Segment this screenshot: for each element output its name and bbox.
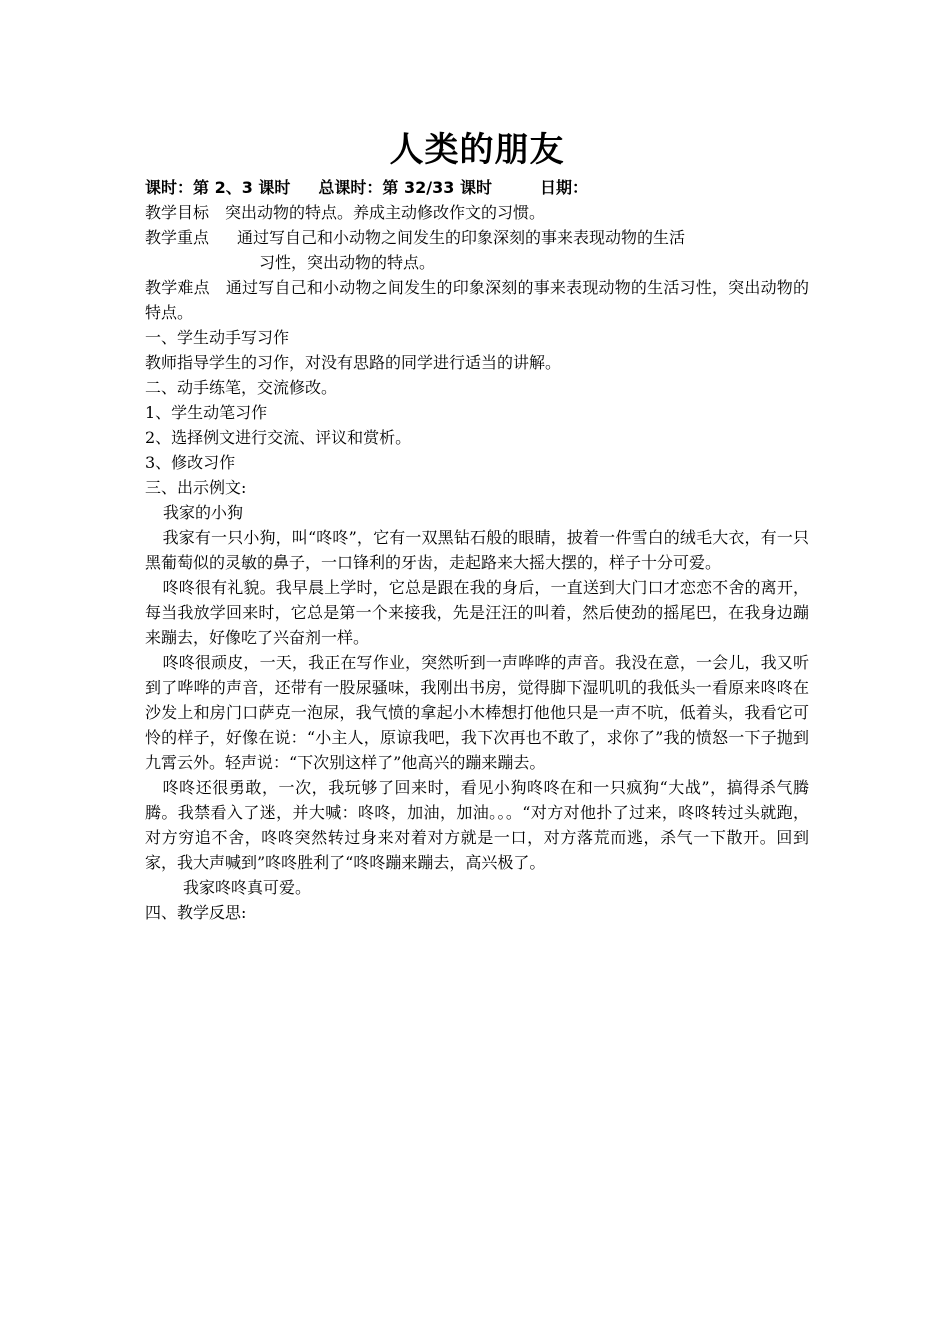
essay-paragraph: 咚咚还很勇敢，一次，我玩够了回来时，看见小狗咚咚在和一只疯狗“大战”，搞得杀气腾腾。我禁看入了迷，并大喊：咚咚，加油，加油。。。“对方对他扑了过来，咚咚转过头就跑，对方穷追不舍，咚咚突然转过身来对着对方就是一口，对方落荒而逃，杀气一下散开。回到家，我大声喊到”咚咚胜利了“咚咚蹦来蹦去，高兴极了。 [145,778,809,872]
section-4-heading: 四、教学反思: [145,903,247,922]
teaching-goal-label: 教学目标 [145,203,210,222]
teaching-difficulty-text: 通过写自己和小动物之间发生的印象深刻的事来表现动物的生活习性，突出动物的特点。 [145,278,809,322]
teaching-key-point-line2: 习性，突出动物的特点。 [259,253,436,272]
teaching-difficulty-label: 教学难点 [145,278,210,297]
teaching-key-point-line1: 通过写自己和小动物之间发生的印象深刻的事来表现动物的生活 [237,228,686,247]
section-1-heading: 一、学生动手写习作 [145,328,290,347]
page-title: 人类的朋友 [389,130,565,170]
document-page [145,128,809,925]
teaching-goal-text: 突出动物的特点。养成主动修改作文的习惯。 [225,203,546,222]
essay-paragraph: 我家有一只小狗，叫“咚咚”，它有一双黑钻石般的眼睛，披着一件雪白的绒毛大衣，有一只黑葡萄似的灵敏的鼻子，一口锋利的牙齿，走起路来大摇大摆的，样子十分可爱。 [145,528,809,572]
teaching-difficulty [145,275,809,325]
section-3-heading: 三、出示例文: [145,478,247,497]
section-2-item: 1、学生动笔习作 [145,403,268,422]
section-2-item: 3、修改习作 [145,453,236,472]
essay-paragraph: 咚咚很顽皮，一天，我正在写作业，突然听到一声哗哗的声音。我没在意，一会儿，我又听到了哗哗的声音，还带有一股尿骚味，我刚出书房，觉得脚下湿叽叽的我低头一看原来咚咚在沙发上和房门口萨克一泡尿，我气愤的拿起小木棒想打他他只是一声不吭，低着头，我看它可怜的样子，好像在说：“小主人，原谅我吧，我下次再也不敢了，求你了”我的愤怒一下子抛到九霄云外。轻声说：“下次别这样了”他高兴的蹦来蹦去。 [145,653,809,772]
date-label: 日期： [539,178,588,197]
essay-title: 我家的小狗 [163,503,244,522]
lesson-meta [145,176,809,200]
essay-ending: 我家咚咚真可爱。 [183,878,312,897]
lesson-period: 课时：第 2、3 课时 [145,178,291,197]
section-2-item: 2、选择例文进行交流、评议和赏析。 [145,428,412,447]
total-period: 总课时：第 32/33 课时 [318,178,492,197]
teaching-key-point [145,225,809,275]
essay-paragraph: 咚咚很有礼貌。我早晨上学时，它总是跟在我的身后，一直送到大门口才恋恋不舍的离开，每当我放学回来时，它总是第一个来接我，先是汪汪的叫着，然后使劲的摇尾巴，在我身边蹦来蹦去，好像吃了兴奋剂一样。 [145,578,809,647]
section-2-heading: 二、动手练笔，交流修改。 [145,378,338,397]
teaching-key-point-label: 教学重点 [145,228,210,247]
section-1-text: 教师指导学生的习作，对没有思路的同学进行适当的讲解。 [145,353,562,372]
teaching-goal [145,200,809,225]
